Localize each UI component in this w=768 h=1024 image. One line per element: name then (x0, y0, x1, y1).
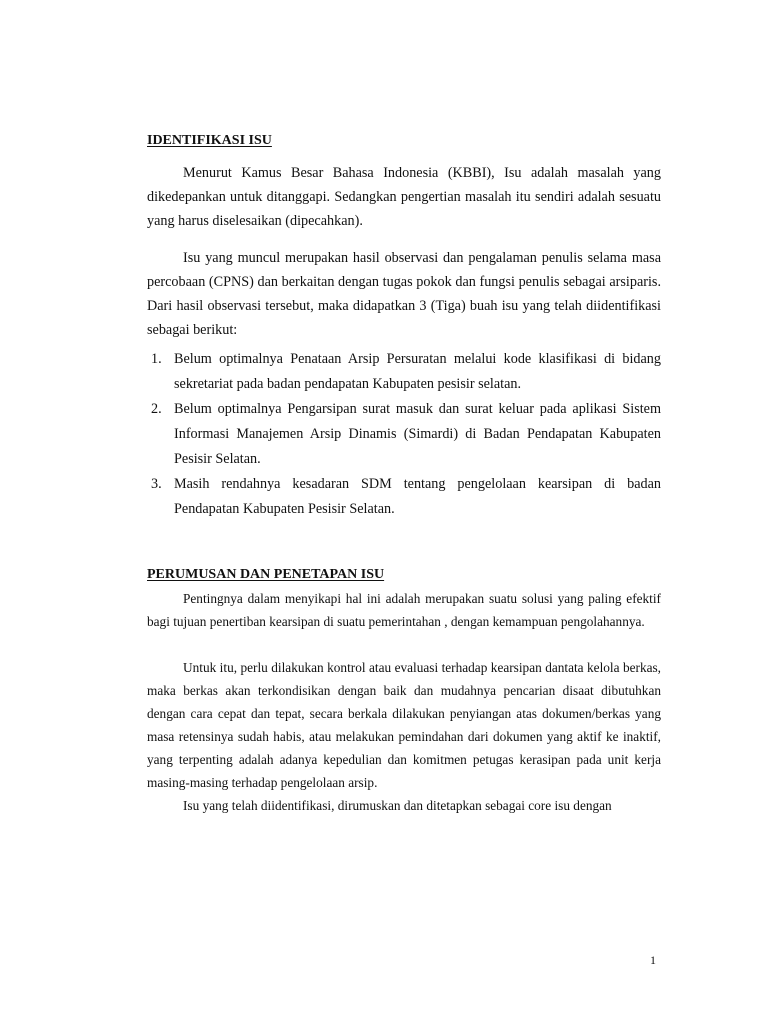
list-item (147, 347, 661, 397)
paragraph-asal-isu: Isu yang muncul merupakan hasil observasi dan pengalaman penulis selama masa percobaan (CPNS) dan berkaitan dengan tugas pokok dan fungsi penulis sebagai arsiparis. Dari hasil observasi tersebut, maka didapatkan 3 (Tiga) buah isu yang telah diidentifikasi sebagai berikut: (147, 250, 661, 338)
page-number: 1 (650, 953, 656, 967)
list-item-text: Belum optimalnya Pengarsipan surat masuk dan surat keluar pada aplikasi Sistem Informasi Manajemen Arsip Dinamis (Simardi) di Badan Pendapatan Kabupaten Pesisir Selatan. (174, 401, 661, 467)
list-item-number: 3. (151, 476, 162, 492)
paragraph-definisi-isu: Menurut Kamus Besar Bahasa Indonesia (KBBI), Isu adalah masalah yang dikedepankan untuk ditanggapi. Sedangkan pengertian masalah itu sendiri adalah sesuatu yang harus diselesaikan (dipecahkan). (147, 165, 661, 229)
section-heading-perumusan-isu: PERUMUSAN DAN PENETAPAN ISU (147, 567, 385, 582)
paragraph-pentingnya: Pentingnya dalam menyikapi hal ini adalah merupakan suatu solusi yang paling efektif bagi tujuan penertiban kearsipan di suatu pemerintahan , dengan kemampuan pengolahannya. (147, 591, 661, 629)
list-item-number: 1. (151, 351, 162, 367)
paragraph-kontrol-evaluasi: Untuk itu, perlu dilakukan kontrol atau evaluasi terhadap kearsipan dantata kelola berkas, maka berkas akan terkondisikan dengan baik dan mudahnya pencarian disaat dibutuhkan dengan cara cepat dan tepat, secara berkala dilakukan penyiangan atas dokumen/berkas yang masa retensinya sudah habis, atau melakukan pemindahan dari dokumen yang aktif ke inaktif, yang terpenting adalah adanya kepedulian dan komitmen petugas kerasipan pada unit kerja masing-masing terhadap pengelolaan arsip. (147, 660, 661, 790)
paragraph-core-isu: Isu yang telah diidentifikasi, dirumuskan dan ditetapkan sebagai core isu dengan (183, 798, 612, 813)
list-item (147, 397, 661, 472)
list-item-number: 2. (151, 401, 162, 417)
list-item-text: Belum optimalnya Penataan Arsip Persuratan melalui kode klasifikasi di bidang sekretariat pada badan pendapatan Kabupaten pesisir selatan. (174, 351, 661, 392)
issue-list (147, 347, 661, 522)
section-heading-identifikasi-isu: IDENTIFIKASI ISU (147, 133, 272, 148)
list-item-text: Masih rendahnya kesadaran SDM tentang pengelolaan kearsipan di badan Pendapatan Kabupaten Pesisir Selatan. (174, 476, 661, 517)
list-item (147, 472, 661, 522)
